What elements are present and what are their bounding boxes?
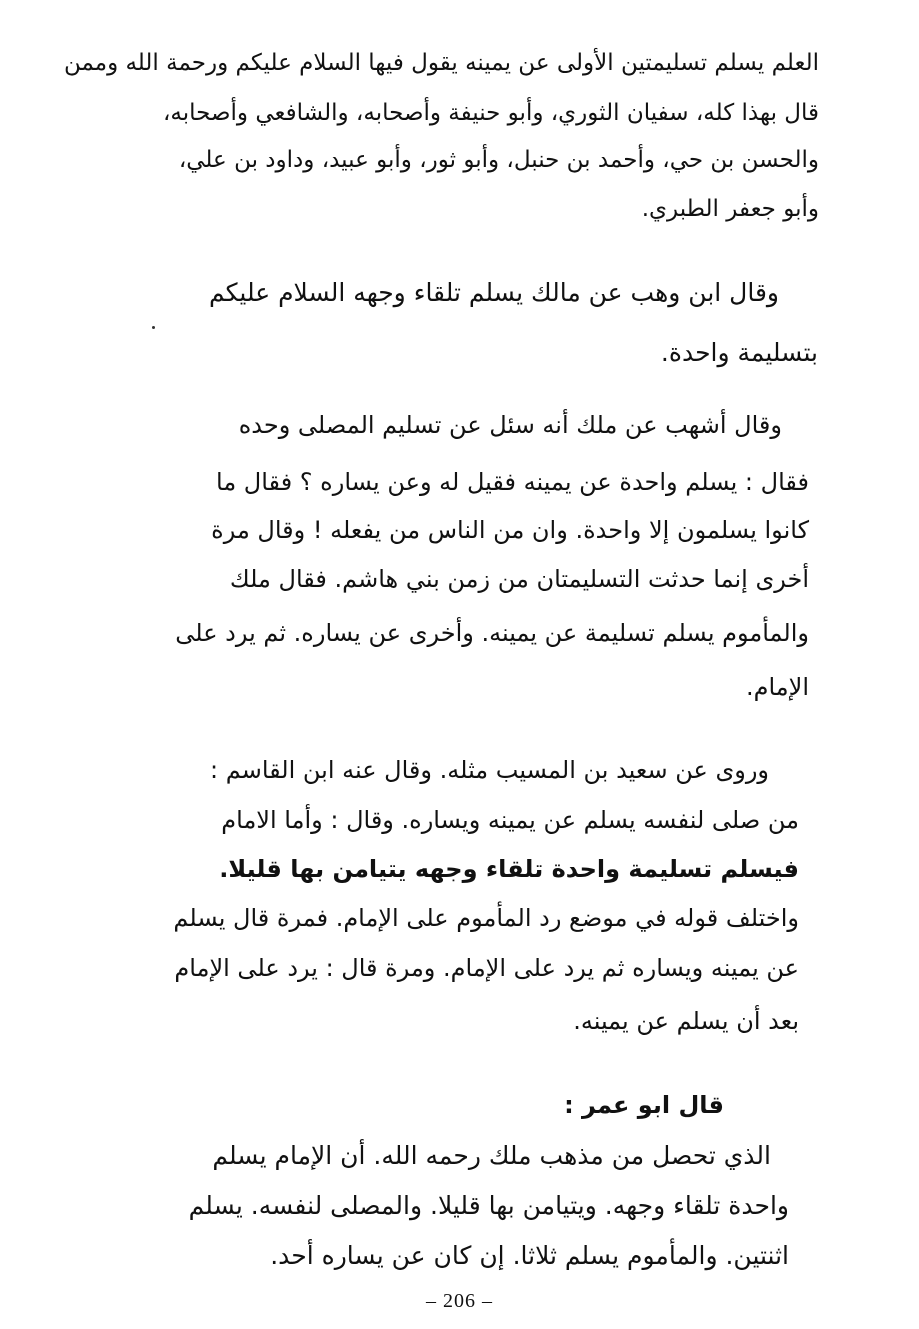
paragraph-line: فقال : يسلم واحدة عن يمينه فقيل له وعن يساره ؟ فقال ما — [216, 468, 809, 496]
paragraph-line: واختلف قوله في موضع رد المأموم على الإمام. فمرة قال يسلم — [173, 904, 799, 932]
paragraph-line: بتسليمة واحدة. — [660, 338, 818, 367]
paragraph-line-bold: فيسلم تسليمة واحدة تلقاء وجهه يتيامن بها قليلا. — [219, 855, 799, 883]
paragraph-line: الذي تحصل من مذهب ملك رحمه الله. أن الإمام يسلم — [212, 1141, 771, 1170]
paragraph-line: والحسن بن حي، وأحمد بن حنبل، وأبو ثور، وأبو عبيد، وداود بن علي، — [178, 147, 819, 173]
paragraph-line: والمأموم يسلم تسليمة عن يمينه. وأخرى عن يساره. ثم يرد على — [175, 619, 809, 647]
paragraph-line: العلم يسلم تسليمتين الأولى عن يمينه يقول فيها السلام عليكم ورحمة الله وممن — [63, 50, 819, 76]
paragraph-line: وروى عن سعيد بن المسيب مثله. وقال عنه ابن القاسم : — [210, 756, 769, 784]
section-heading: قال ابو عمر : — [564, 1091, 724, 1119]
print-speck — [152, 326, 155, 329]
paragraph-line: من صلى لنفسه يسلم عن يمينه ويساره. وقال : وأما الامام — [221, 806, 799, 834]
page-number: – 206 – — [426, 1290, 493, 1312]
paragraph-line: أخرى إنما حدثت التسليمتان من زمن بني هاشم. فقال ملك — [229, 565, 809, 593]
paragraph-line: عن يمينه ويساره ثم يرد على الإمام. ومرة قال : يرد على الإمام — [174, 954, 799, 982]
paragraph-line: وقال ابن وهب عن مالك يسلم تلقاء وجهه السلام عليكم — [208, 278, 779, 307]
paragraph-line: كانوا يسلمون إلا واحدة. وان من الناس من يفعله ! وقال مرة — [211, 516, 809, 544]
paragraph-line: بعد أن يسلم عن يمينه. — [573, 1007, 799, 1035]
paragraph-line: وقال أشهب عن ملك أنه سئل عن تسليم المصلى وحده — [238, 411, 782, 439]
paragraph-line: قال بهذا كله، سفيان الثوري، وأبو حنيفة وأصحابه، والشافعي وأصحابه، — [162, 100, 819, 126]
paragraph-line: اثنتين. والمأموم يسلم ثلاثا. إن كان عن يساره أحد. — [270, 1241, 789, 1270]
paragraph-line: الإمام. — [745, 673, 809, 701]
paragraph-line: وأبو جعفر الطبري. — [641, 196, 819, 222]
paragraph-line: واحدة تلقاء وجهه. ويتيامن بها قليلا. والمصلى لنفسه. يسلم — [188, 1191, 789, 1220]
